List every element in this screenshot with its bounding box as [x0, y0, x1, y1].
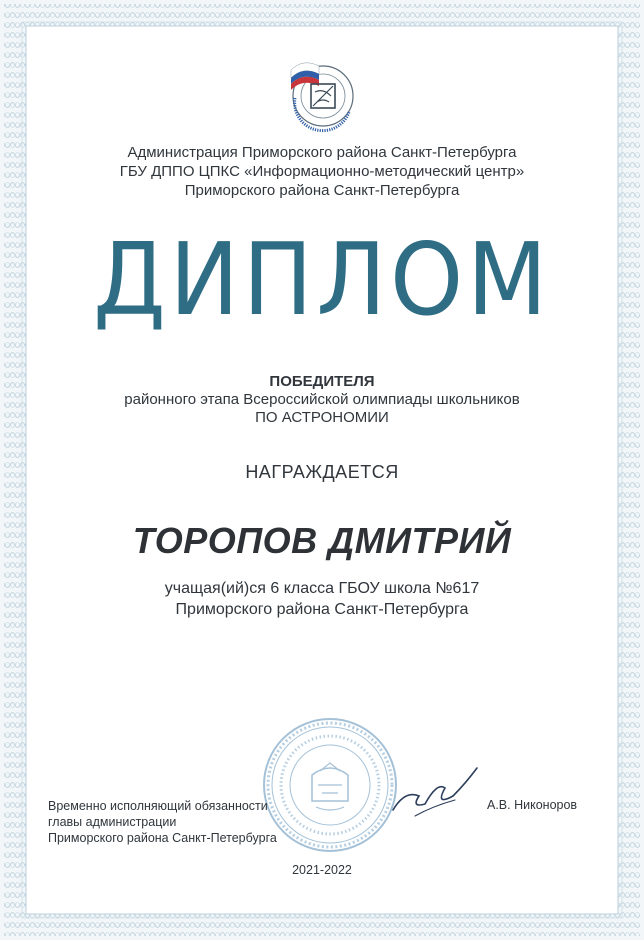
subtitle-line-2: районного этапа Всероссийской олимпиады школьников [124, 391, 520, 408]
header-line-3: Приморского района Санкт-Петербурга [184, 182, 460, 199]
header-line-2: ГБУ ДППО ЦПКС «Информационно-методический центр» [119, 163, 525, 180]
olympiad-logo-icon [283, 52, 363, 134]
issuer-header [0, 143, 644, 200]
subtitle-line-3: ПО АСТРОНОМИИ [255, 409, 389, 426]
details-line-2: Приморского района Санкт-Петербурга [175, 601, 469, 618]
diploma-title: ДИПЛОМ [93, 221, 551, 338]
signer-line-2: главы администрации [48, 815, 177, 829]
subtitle-line-1: ПОБЕДИТЕЛЯ [269, 373, 375, 390]
recipient-name: ТОРОПОВ ДМИТРИЙ [132, 520, 512, 561]
signer-line-3: Приморского района Санкт-Петербурга [48, 831, 277, 845]
signer-title [48, 798, 277, 846]
details-line-1: учащая(ий)ся 6 класса ГБОУ школа №617 [164, 580, 480, 597]
signer-name: А.В. Никоноров [487, 798, 578, 812]
awarded-label: НАГРАЖДАЕТСЯ [245, 462, 399, 482]
award-subtitle [0, 373, 644, 427]
handwritten-signature [385, 760, 485, 830]
academic-year: 2021-2022 [292, 863, 352, 877]
header-line-1: Администрация Приморского района Санкт-Петербурга [127, 144, 517, 161]
official-stamp-icon [260, 715, 400, 855]
signer-line-1: Временно исполняющий обязанности [48, 799, 268, 813]
recipient-details [0, 578, 644, 620]
